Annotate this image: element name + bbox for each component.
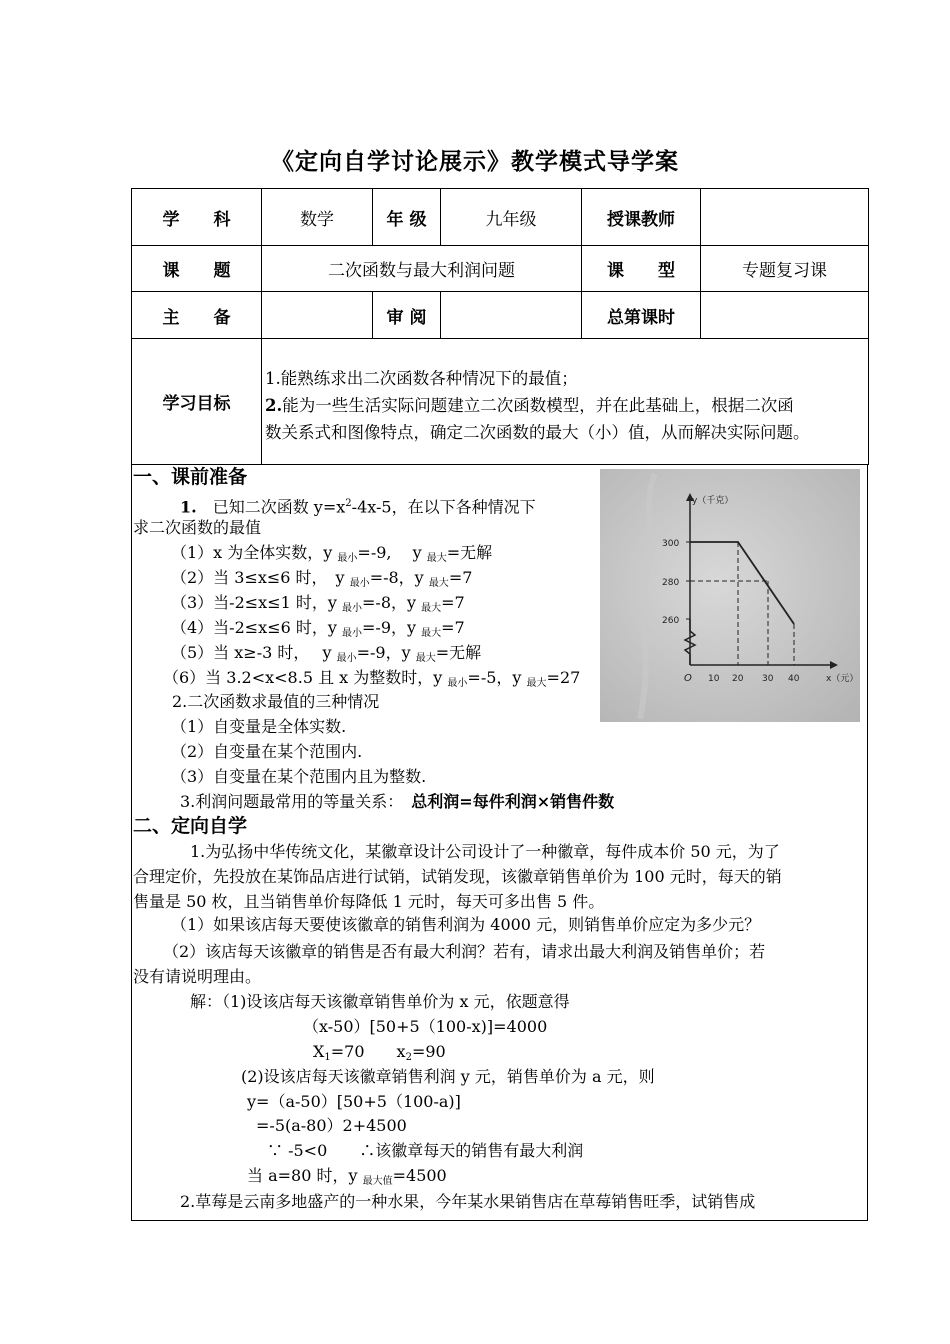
goal-2: 2.能为一些生活实际问题建立二次函数模型，并在此基础上，根据二次函 [265, 396, 794, 415]
problem-1-line: 合理定价，先投放在某饰品店进行试销，试销发现，该徽章销售单价为 100 元时，每天的销 [133, 867, 782, 886]
x-tick-label: 10 [708, 674, 720, 684]
case-item: （1）x 为全体实数，y $_{最小}$=-9, y $_{最大}$=无解 [171, 543, 493, 564]
x-tick-label: 20 [732, 674, 744, 684]
goals-label: 学习目标 [132, 339, 262, 465]
origin-label: O [684, 673, 692, 684]
case-type: （1）自变量是全体实数. [171, 717, 347, 736]
x-tick-label: 30 [762, 674, 774, 684]
solution-line: =-5(a-80）2+4500 [256, 1116, 407, 1135]
page-title: 《定向自学讨论展示》教学模式导学案 [271, 148, 679, 175]
problem-1-q1: （1）如果该店每天要使该徽章的销售利润为 4000 元，则销售单价应定为多少元？ [171, 915, 761, 934]
goal-2-cont: 数关系式和图像特点，确定二次函数的最大（小）值，从而解决实际问题。 [265, 423, 810, 442]
topic-value: 二次函数与最大利润问题 [262, 246, 582, 292]
teacher-label: 授课教师 [582, 189, 701, 246]
section-heading-self-study: 二、定向自学 [133, 815, 248, 837]
solution-roots: $X_1=70$ $x_2=90$ [313, 1042, 446, 1063]
case-type: （3）自变量在某个范围内且为整数. [171, 767, 427, 786]
x-axis-label: x（元） [826, 674, 859, 684]
info-table [131, 188, 869, 465]
y-axis-label: y（千克） [692, 496, 734, 506]
lead-label: 主 备 [132, 292, 262, 339]
review-label: 审 阅 [373, 292, 441, 339]
grade-value: 九年级 [441, 189, 582, 246]
x-tick-label: 40 [788, 674, 800, 684]
problem-1-line: 售量是 50 枚，且当销售单价每降低 1 元时，每天可多出售 5 件。 [133, 892, 605, 911]
y-tick-label: 300 [662, 539, 680, 549]
topic-label: 课 题 [132, 246, 262, 292]
type-value: 专题复习课 [701, 246, 869, 292]
subject-value: 数学 [262, 189, 373, 246]
case-item: （6）当 3.2<x<8.5 且 x 为整数时，y $_{最小}$=-5，y $_{最大}$=27 [163, 668, 581, 689]
teacher-value [701, 189, 869, 246]
solution-max: 当 a=80 时，y $_{最大值}$=4500 [247, 1166, 447, 1187]
solution-line: (2)设该店每天该徽章销售利润 y 元，销售单价为 a 元，则 [241, 1067, 655, 1086]
solution-line: ∵ -5<0 ∴该徽章每天的销售有最大利润 [267, 1141, 584, 1160]
graph-background [600, 469, 860, 722]
case-item: （5）当 x≥-3 时， y $_{最小}$=-9，y $_{最大}$=无解 [171, 643, 482, 664]
problem-1-line: 1.为弘扬中华传统文化，某徽章设计公司设计了一种徽章，每件成本价 50 元，为了 [190, 842, 780, 861]
y-tick-label: 260 [662, 616, 680, 626]
goals-cell [262, 339, 869, 465]
y-tick-label: 280 [662, 578, 680, 588]
case-item: （3）当-2≤x≤1 时，y $_{最小}$=-8，y $_{最大}$=7 [171, 593, 465, 614]
case-item: （4）当-2≤x≤6 时，y $_{最小}$=-9，y $_{最大}$=7 [171, 618, 465, 639]
goal-1: 1.能熟练求出二次函数各种情况下的最值； [265, 369, 578, 388]
solution-line: y=（a-50）[50+5（100-a)] [247, 1092, 461, 1111]
case-type: （2）自变量在某个范围内. [171, 742, 363, 761]
problem-1-q2-cont: 没有请说明理由。 [133, 967, 262, 986]
question-3: 3.利润问题最常用的等量关系： 总利润=每件利润×销售件数 [180, 792, 615, 811]
review-value [441, 292, 582, 339]
question-1-cont: 求二次函数的最值 [133, 518, 262, 537]
lead-value [262, 292, 373, 339]
question-2: 2.二次函数求最值的三种情况 [172, 692, 380, 711]
type-label: 课 型 [582, 246, 701, 292]
problem-2-line: 2.草莓是云南多地盛产的一种水果，今年某水果销售店在草莓销售旺季，试销售成 [180, 1192, 756, 1211]
total-value [701, 292, 869, 339]
sales-graph [600, 469, 860, 722]
solution-line: 解：（1)设该店每天该徽章销售单价为 x 元，依题意得 [190, 992, 570, 1011]
grade-label: 年 级 [373, 189, 441, 246]
subject-label: 学 科 [132, 189, 262, 246]
section-heading-prep: 一、课前准备 [133, 466, 248, 488]
solution-line: （x-50）[50+5（100-x)]=4000 [303, 1017, 548, 1036]
total-label: 总第课时 [582, 292, 701, 339]
case-item: （2）当 3≤x≤6 时， y $_{最小}$=-8，y $_{最大}$=7 [171, 568, 473, 589]
question-1: 1. 已知二次函数 $y=x^2-4x-5$，在以下各种情况下 [180, 497, 536, 517]
problem-1-q2: （2）该店每天该徽章的销售是否有最大利润？若有，请求出最大利润及销售单价；若 [163, 942, 766, 961]
